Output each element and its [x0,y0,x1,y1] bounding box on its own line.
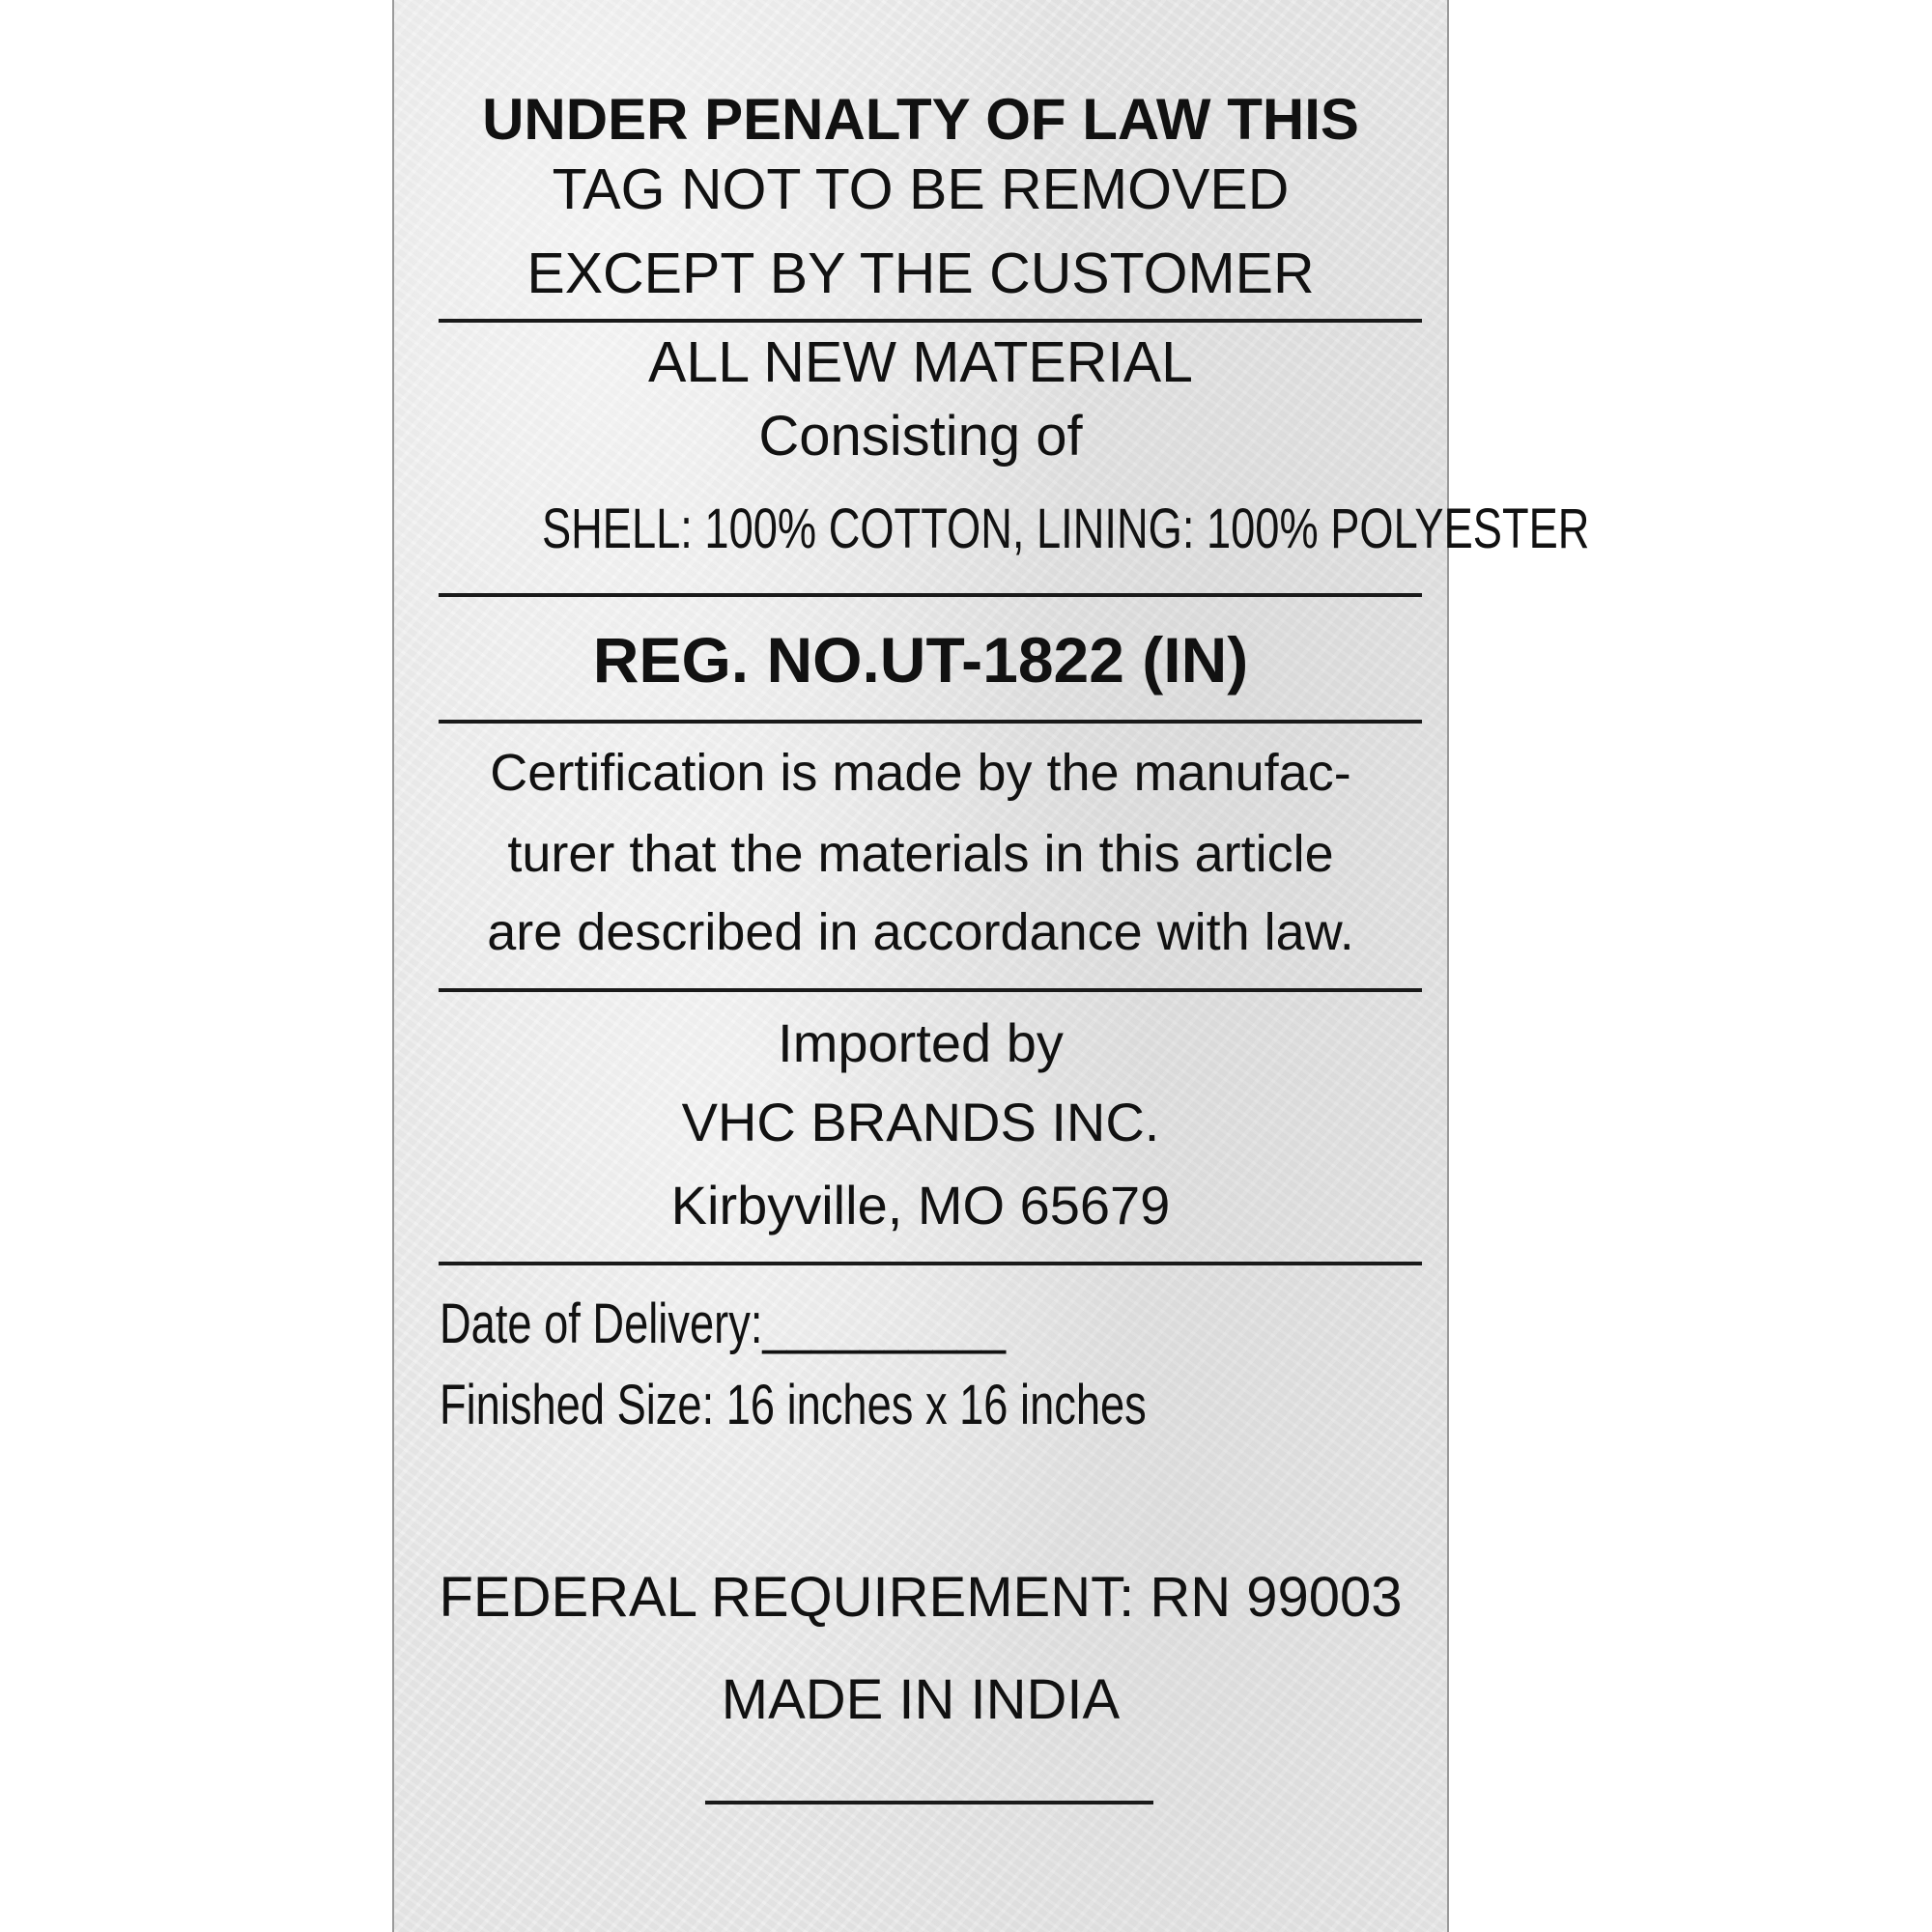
divider-3 [439,720,1422,724]
delivery-date-line [440,1293,1165,1355]
certification-line-2: turer that the materials in this article [507,825,1334,883]
signature-rule [705,1801,1153,1804]
divider-5 [439,1262,1422,1265]
country-of-origin: MADE IN INDIA [721,1668,1121,1731]
material-line-1: ALL NEW MATERIAL [648,330,1193,394]
divider-4 [439,988,1422,992]
law-tag [392,0,1590,1932]
importer-address: Kirbyville, MO 65679 [670,1175,1171,1236]
material-line-2: Consisting of [758,405,1083,468]
material-composition [394,497,1590,560]
header-line-1: UNDER PENALTY OF LAW THIS [482,87,1359,152]
divider-1 [439,319,1422,323]
federal-requirement: FEDERAL REQUIREMENT: RN 99003 [439,1566,1403,1629]
delivery-date-label: Date of Delivery:__________ [440,1293,1006,1355]
certification-line-3: are described in accordance with law. [487,903,1354,961]
finished-size-line [440,1374,1346,1436]
divider-2 [439,593,1422,597]
finished-size-label: Finished Size: 16 inches x 16 inches [440,1374,1147,1436]
header-line-3: EXCEPT BY THE CUSTOMER [526,242,1315,305]
importer-name: VHC BRANDS INC. [681,1092,1160,1152]
certification-line-1: Certification is made by the manufac- [490,744,1351,802]
registration-number: REG. NO.UT-1822 (IN) [592,624,1249,696]
header-line-2: TAG NOT TO BE REMOVED [552,157,1290,221]
importer-label: Imported by [778,1012,1064,1073]
composition-text: SHELL: 100% COTTON, LINING: 100% POLYESTER [541,497,1590,560]
